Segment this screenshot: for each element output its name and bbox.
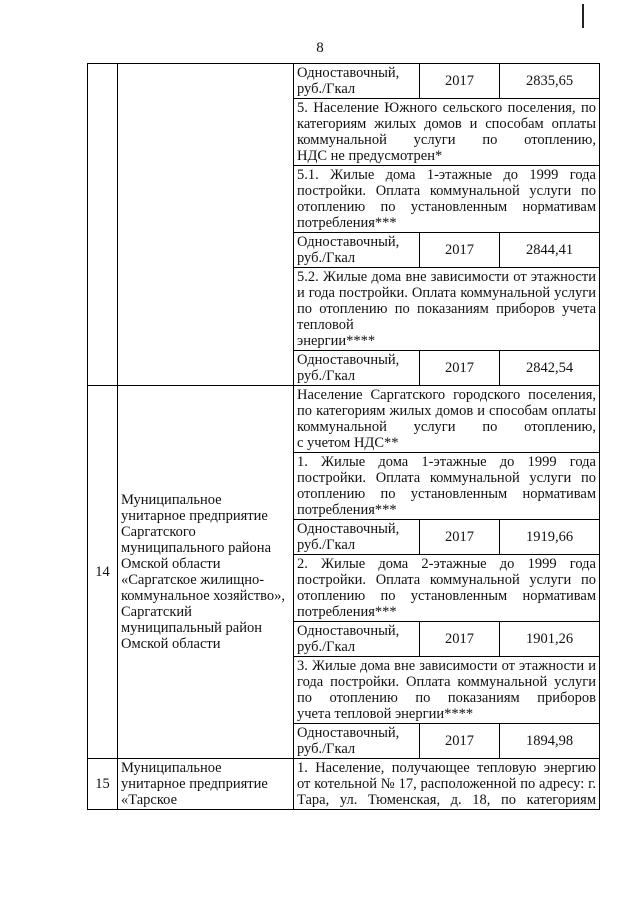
tariff-value-cell: 2835,65 [500,64,600,99]
year-cell: 2017 [420,64,500,99]
tariff-value-cell: 2844,41 [500,233,600,268]
tariff-unit-cell [294,622,420,657]
category-description: 5. Население Южного сельского поселения, по категориям жилых домов и способам оплаты коммунальной услуги по отоплению, НДС не предусмотрен* [294,99,600,166]
tariff-unit-cell [294,233,420,268]
category-description: 1. Жилые дома 1-этажные до 1999 года постройки. Оплата коммунальной услуги по отоплению по установленным нормативам потребления*** [294,453,600,520]
tariff-unit-label: Одноставочный, руб./Гкал [297,521,400,553]
tariff-unit-label: Одноставочный, руб./Гкал [297,65,400,97]
tariff-unit-label: Одноставочный, руб./Гкал [297,623,400,655]
tariff-unit-label: Одноставочный, руб./Гкал [297,352,400,384]
row-number-cell-empty [88,64,118,386]
tariff-unit-cell [294,64,420,99]
category-description: 1. Население, получающее тепловую энергию от котельной № 17, расположенной по адресу: г. Тара, ул. Тюменская, д. 18, по категориям [294,759,600,810]
organization-cell-empty [118,64,294,386]
category-description: 5.2. Жилые дома вне зависимости от этажности и года постройки. Оплата коммунальной услуги по отоплению по показаниям приборов учета тепловой энергии**** [294,268,600,351]
scan-artifact-line [582,4,584,28]
year-cell: 2017 [420,724,500,759]
table-row [88,64,600,99]
tariff-value-cell: 2842,54 [500,351,600,386]
year-cell: 2017 [420,233,500,268]
tariff-unit-cell [294,724,420,759]
category-description: 5.1. Жилые дома 1-этажные до 1999 года постройки. Оплата коммунальной услуги по отоплению по установленным нормативам потребления*** [294,166,600,233]
category-description: 3. Жилые дома вне зависимости от этажности и года постройки. Оплата коммунальной услуги по отоплению по показаниям приборов учета тепловой энергии**** [294,657,600,724]
tariff-value-cell: 1919,66 [500,520,600,555]
year-cell: 2017 [420,622,500,657]
tariff-unit-label: Одноставочный, руб./Гкал [297,234,400,266]
page-number: 8 [316,40,324,56]
row-number-15: 15 [88,759,118,810]
year-cell: 2017 [420,351,500,386]
organization-name-15: Муниципальное унитарное предприятие «Тарское [118,759,294,810]
table-row [88,386,600,453]
year-cell: 2017 [420,520,500,555]
organization-name-14: Муниципальное унитарное предприятие Саргатского муниципального района Омской области «Саргатское жилищно- коммунальное хозяйство», Саргатский муниципальный район Омской области [118,386,294,759]
table-row [88,759,600,810]
category-description: 2. Жилые дома 2-этажные до 1999 года постройки. Оплата коммунальной услуги по отоплению по установленным нормативам потребления*** [294,555,600,622]
tariff-unit-cell [294,520,420,555]
tariff-value-cell: 1894,98 [500,724,600,759]
tariff-unit-label: Одноставочный, руб./Гкал [297,725,400,757]
row-number-14: 14 [88,386,118,759]
category-description: Население Саргатского городского поселения, по категориям жилых домов и способам оплаты коммунальной услуги по отоплению, с учетом НДС** [294,386,600,453]
tariff-table [87,63,600,810]
tariff-value-cell: 1901,26 [500,622,600,657]
tariff-unit-cell [294,351,420,386]
